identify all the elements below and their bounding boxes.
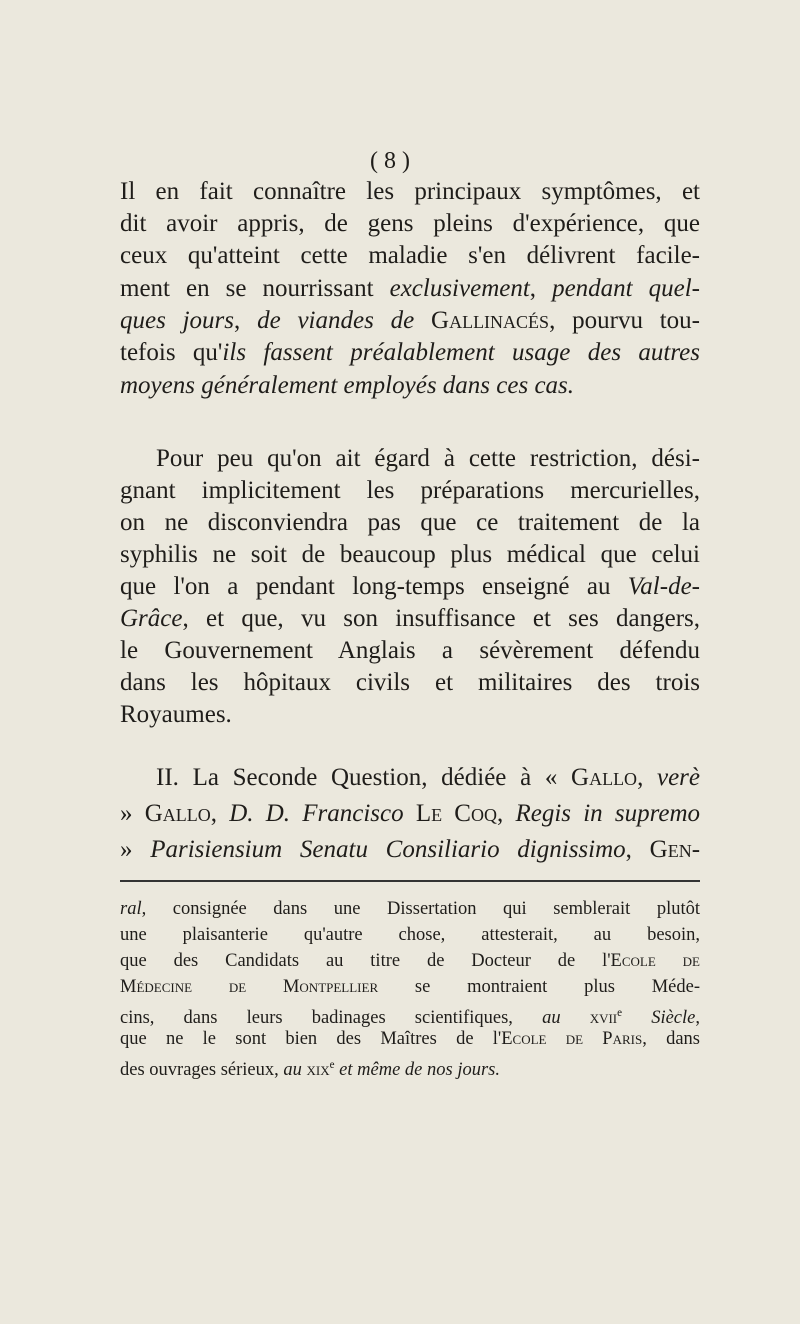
footnote-line bbox=[120, 976, 700, 998]
text-line bbox=[120, 572, 700, 602]
text-run: que l'on a pendant long-temps enseigné au bbox=[120, 573, 628, 600]
text-run: D. D. Francisco bbox=[229, 800, 416, 827]
text-run: , bbox=[234, 307, 258, 334]
page-number: ( 8 ) bbox=[370, 148, 410, 174]
text-run: tefois qu' bbox=[120, 339, 223, 366]
text-line bbox=[120, 799, 700, 829]
text-line bbox=[120, 763, 700, 793]
text-run: Il en fait connaître les principaux symptômes, et bbox=[120, 178, 700, 205]
text-run: ceux qu'atteint cette maladie s'en délivrent facile- bbox=[120, 242, 700, 269]
text-run: que ne le sont bien des Maîtres de l' bbox=[120, 1029, 502, 1049]
text-run: Ecole de Paris bbox=[501, 1029, 643, 1049]
text-run: , bbox=[529, 275, 553, 302]
text-run: le Gouvernement Anglais a sévèrement défendu bbox=[120, 637, 700, 664]
text-run: Médecine de Montpellier bbox=[120, 977, 379, 997]
text-run: une plaisanterie qu'autre chose, attesterait, au besoin, bbox=[120, 925, 700, 945]
text-run: , bbox=[625, 836, 650, 863]
text-run: cins, dans leurs badinages scientifiques, bbox=[120, 1008, 543, 1029]
text-line bbox=[120, 835, 700, 865]
text-run: Gallo bbox=[571, 764, 638, 791]
text-line bbox=[120, 668, 700, 698]
text-run: syphilis ne soit de beaucoup plus médical que celui bbox=[120, 541, 700, 568]
text-run: au bbox=[283, 1060, 307, 1081]
text-run: pendant quel- bbox=[552, 275, 701, 302]
text-run: Grâce bbox=[120, 605, 183, 632]
text-run: Parisiensium Senatu Consiliario dignissimo bbox=[150, 836, 626, 863]
text-line bbox=[120, 540, 700, 570]
text-run: xvii bbox=[589, 1008, 618, 1029]
text-run: Pour peu qu'on ait égard à cette restriction, dési- bbox=[156, 445, 700, 472]
text-run: xix bbox=[306, 1060, 330, 1081]
footnote-line bbox=[120, 1028, 700, 1050]
text-run: Le Coq bbox=[415, 800, 497, 827]
text-run: Gen- bbox=[649, 836, 701, 863]
text-line bbox=[120, 177, 700, 207]
text-run: se montraient plus Méde- bbox=[378, 977, 700, 997]
text-line bbox=[120, 241, 700, 271]
text-run: , et que, vu son insuffisance et ses dangers, bbox=[182, 605, 700, 632]
text-run: e bbox=[329, 1059, 335, 1071]
text-run: moyens généralement employés dans ces cas. bbox=[120, 372, 575, 399]
text-run: Gallo bbox=[144, 800, 211, 827]
text-run: Val-de- bbox=[627, 573, 700, 600]
text-run: on ne disconviendra pas que ce traitement de la bbox=[120, 509, 700, 536]
text-run: et même de nos jours. bbox=[334, 1060, 500, 1081]
text-run: » bbox=[120, 800, 145, 827]
text-line bbox=[120, 338, 700, 368]
text-run: , bbox=[210, 800, 230, 827]
text-run: , bbox=[695, 1008, 700, 1029]
text-run: ment en se nourrissant bbox=[120, 275, 390, 302]
text-run: verè bbox=[656, 764, 701, 791]
text-run: que des Candidats au titre de Docteur de l' bbox=[120, 951, 611, 971]
text-run: dans les hôpitaux civils et militaires des trois bbox=[120, 669, 700, 696]
text-run: de viandes de bbox=[257, 307, 432, 334]
text-run: , consignée dans une Dissertation qui semblerait plutôt bbox=[141, 899, 700, 919]
text-line bbox=[120, 604, 700, 634]
text-run: Gallinacés bbox=[431, 307, 550, 334]
text-run: des ouvrages sérieux, bbox=[120, 1060, 284, 1081]
text-run: » bbox=[120, 836, 151, 863]
footnote-line bbox=[120, 1002, 700, 1029]
text-run: , dans bbox=[642, 1029, 700, 1049]
footnote-line bbox=[120, 898, 700, 920]
footnote-line bbox=[120, 924, 700, 946]
text-run: ques jours bbox=[120, 307, 235, 334]
text-run: Royaumes. bbox=[120, 701, 232, 728]
text-run: Siècle bbox=[622, 1008, 696, 1029]
text-line bbox=[120, 371, 700, 401]
text-run: exclusivement bbox=[389, 275, 530, 302]
text-line bbox=[120, 700, 700, 730]
text-line bbox=[120, 444, 700, 474]
text-run: ils fassent préalablement usage des autres bbox=[222, 339, 700, 366]
footnote-line bbox=[120, 1054, 700, 1081]
text-run: , bbox=[496, 800, 516, 827]
footnote-line bbox=[120, 950, 700, 972]
text-run: , pourvu tou- bbox=[549, 307, 701, 334]
text-run: dit avoir appris, de gens pleins d'expérience, que bbox=[120, 210, 700, 237]
text-line bbox=[120, 274, 700, 304]
text-line bbox=[120, 636, 700, 666]
text-run: gnant implicitement les préparations mercurielles, bbox=[120, 477, 700, 504]
text-run: Ecole de bbox=[610, 951, 700, 971]
text-run: au bbox=[542, 1008, 590, 1029]
text-run: ral bbox=[120, 899, 142, 919]
text-run: , bbox=[637, 764, 657, 791]
footnote-divider bbox=[120, 880, 700, 882]
text-run: e bbox=[617, 1007, 623, 1019]
text-run: Regis in supremo bbox=[515, 800, 701, 827]
text-line bbox=[120, 476, 700, 506]
text-run: II. La Seconde Question, dédiée à « bbox=[156, 764, 572, 791]
text-line bbox=[120, 209, 700, 239]
text-line bbox=[120, 306, 700, 336]
text-line bbox=[120, 508, 700, 538]
